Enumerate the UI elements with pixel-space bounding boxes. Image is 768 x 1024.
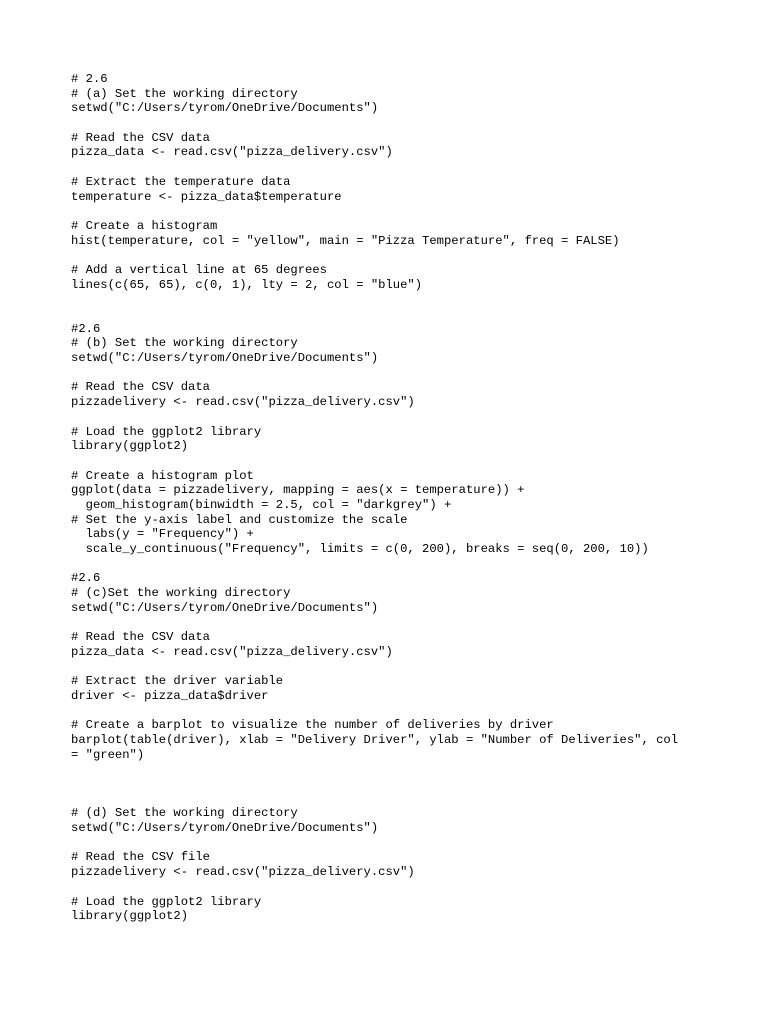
code-line: hist(temperature, col = "yellow", main = "Pizza Temperature", freq = FALSE) bbox=[71, 233, 620, 248]
code-line: labs(y = "Frequency") + bbox=[71, 527, 254, 542]
code-line: setwd("C:/Users/tyrom/OneDrive/Documents") bbox=[71, 351, 379, 366]
code-line: pizzadelivery <- read.csv("pizza_delivery.csv") bbox=[71, 395, 415, 410]
code-line: setwd("C:/Users/tyrom/OneDrive/Documents") bbox=[71, 821, 379, 836]
code-line: # (d) Set the working directory bbox=[71, 806, 298, 821]
blank-line bbox=[71, 248, 711, 263]
code-document bbox=[71, 72, 711, 924]
code-line: geom_histogram(binwidth = 2.5, col = "darkgrey") + bbox=[71, 497, 452, 512]
code-line: # Create a barplot to visualize the number of deliveries by driver bbox=[71, 718, 554, 733]
blank-line bbox=[71, 557, 711, 572]
blank-line bbox=[71, 704, 711, 719]
code-line: # Add a vertical line at 65 degrees bbox=[71, 262, 327, 277]
code-line: library(ggplot2) bbox=[71, 909, 189, 924]
code-line: # (a) Set the working directory bbox=[71, 86, 298, 101]
code-line: #2.6 bbox=[71, 571, 101, 586]
blank-line bbox=[71, 762, 711, 777]
blank-line bbox=[71, 836, 711, 851]
code-line: temperature <- pizza_data$temperature bbox=[71, 189, 342, 204]
blank-line bbox=[71, 880, 711, 895]
code-line: pizza_data <- read.csv("pizza_delivery.csv") bbox=[71, 644, 393, 659]
blank-line bbox=[71, 292, 711, 307]
code-line: = "green") bbox=[71, 747, 145, 762]
blank-line bbox=[71, 777, 711, 792]
code-line: library(ggplot2) bbox=[71, 439, 189, 454]
blank-line bbox=[71, 160, 711, 175]
code-line: barplot(table(driver), xlab = "Delivery Driver", ylab = "Number of Deliveries", col bbox=[71, 732, 679, 747]
blank-line bbox=[71, 116, 711, 131]
blank-line bbox=[71, 204, 711, 219]
code-line: # (c)Set the working directory bbox=[71, 586, 291, 601]
blank-line bbox=[71, 454, 711, 469]
code-line: # 2.6 bbox=[71, 72, 108, 86]
code-line: pizza_data <- read.csv("pizza_delivery.csv") bbox=[71, 145, 393, 160]
code-line: pizzadelivery <- read.csv("pizza_delivery.csv") bbox=[71, 865, 415, 880]
code-line: # Load the ggplot2 library bbox=[71, 894, 262, 909]
code-line: # Read the CSV data bbox=[71, 130, 210, 145]
blank-line bbox=[71, 307, 711, 322]
code-line: # Create a histogram plot bbox=[71, 468, 254, 483]
code-line: # Create a histogram bbox=[71, 218, 218, 233]
blank-line bbox=[71, 792, 711, 807]
code-line: scale_y_continuous("Frequency", limits = c(0, 200), breaks = seq(0, 200, 10)) bbox=[71, 542, 649, 556]
code-line: #2.6 bbox=[71, 321, 101, 336]
code-line: # Read the CSV data bbox=[71, 630, 210, 645]
code-line: # Set the y-axis label and customize the scale bbox=[71, 512, 408, 527]
code-line: # Read the CSV data bbox=[71, 380, 210, 395]
code-line: # (b) Set the working directory bbox=[71, 336, 298, 351]
code-line: # Load the ggplot2 library bbox=[71, 424, 262, 439]
code-line: setwd("C:/Users/tyrom/OneDrive/Documents") bbox=[71, 600, 379, 615]
code-line: # Read the CSV file bbox=[71, 850, 210, 865]
code-line: setwd("C:/Users/tyrom/OneDrive/Documents") bbox=[71, 101, 379, 116]
blank-line bbox=[71, 366, 711, 381]
blank-line bbox=[71, 615, 711, 630]
blank-line bbox=[71, 410, 711, 425]
code-line: # Extract the driver variable bbox=[71, 674, 284, 689]
code-line: driver <- pizza_data$driver bbox=[71, 688, 269, 703]
code-line: lines(c(65, 65), c(0, 1), lty = 2, col = "blue") bbox=[71, 277, 423, 292]
blank-line bbox=[71, 660, 711, 675]
code-line: ggplot(data = pizzadelivery, mapping = aes(x = temperature)) + bbox=[71, 483, 525, 498]
code-line: # Extract the temperature data bbox=[71, 174, 291, 189]
